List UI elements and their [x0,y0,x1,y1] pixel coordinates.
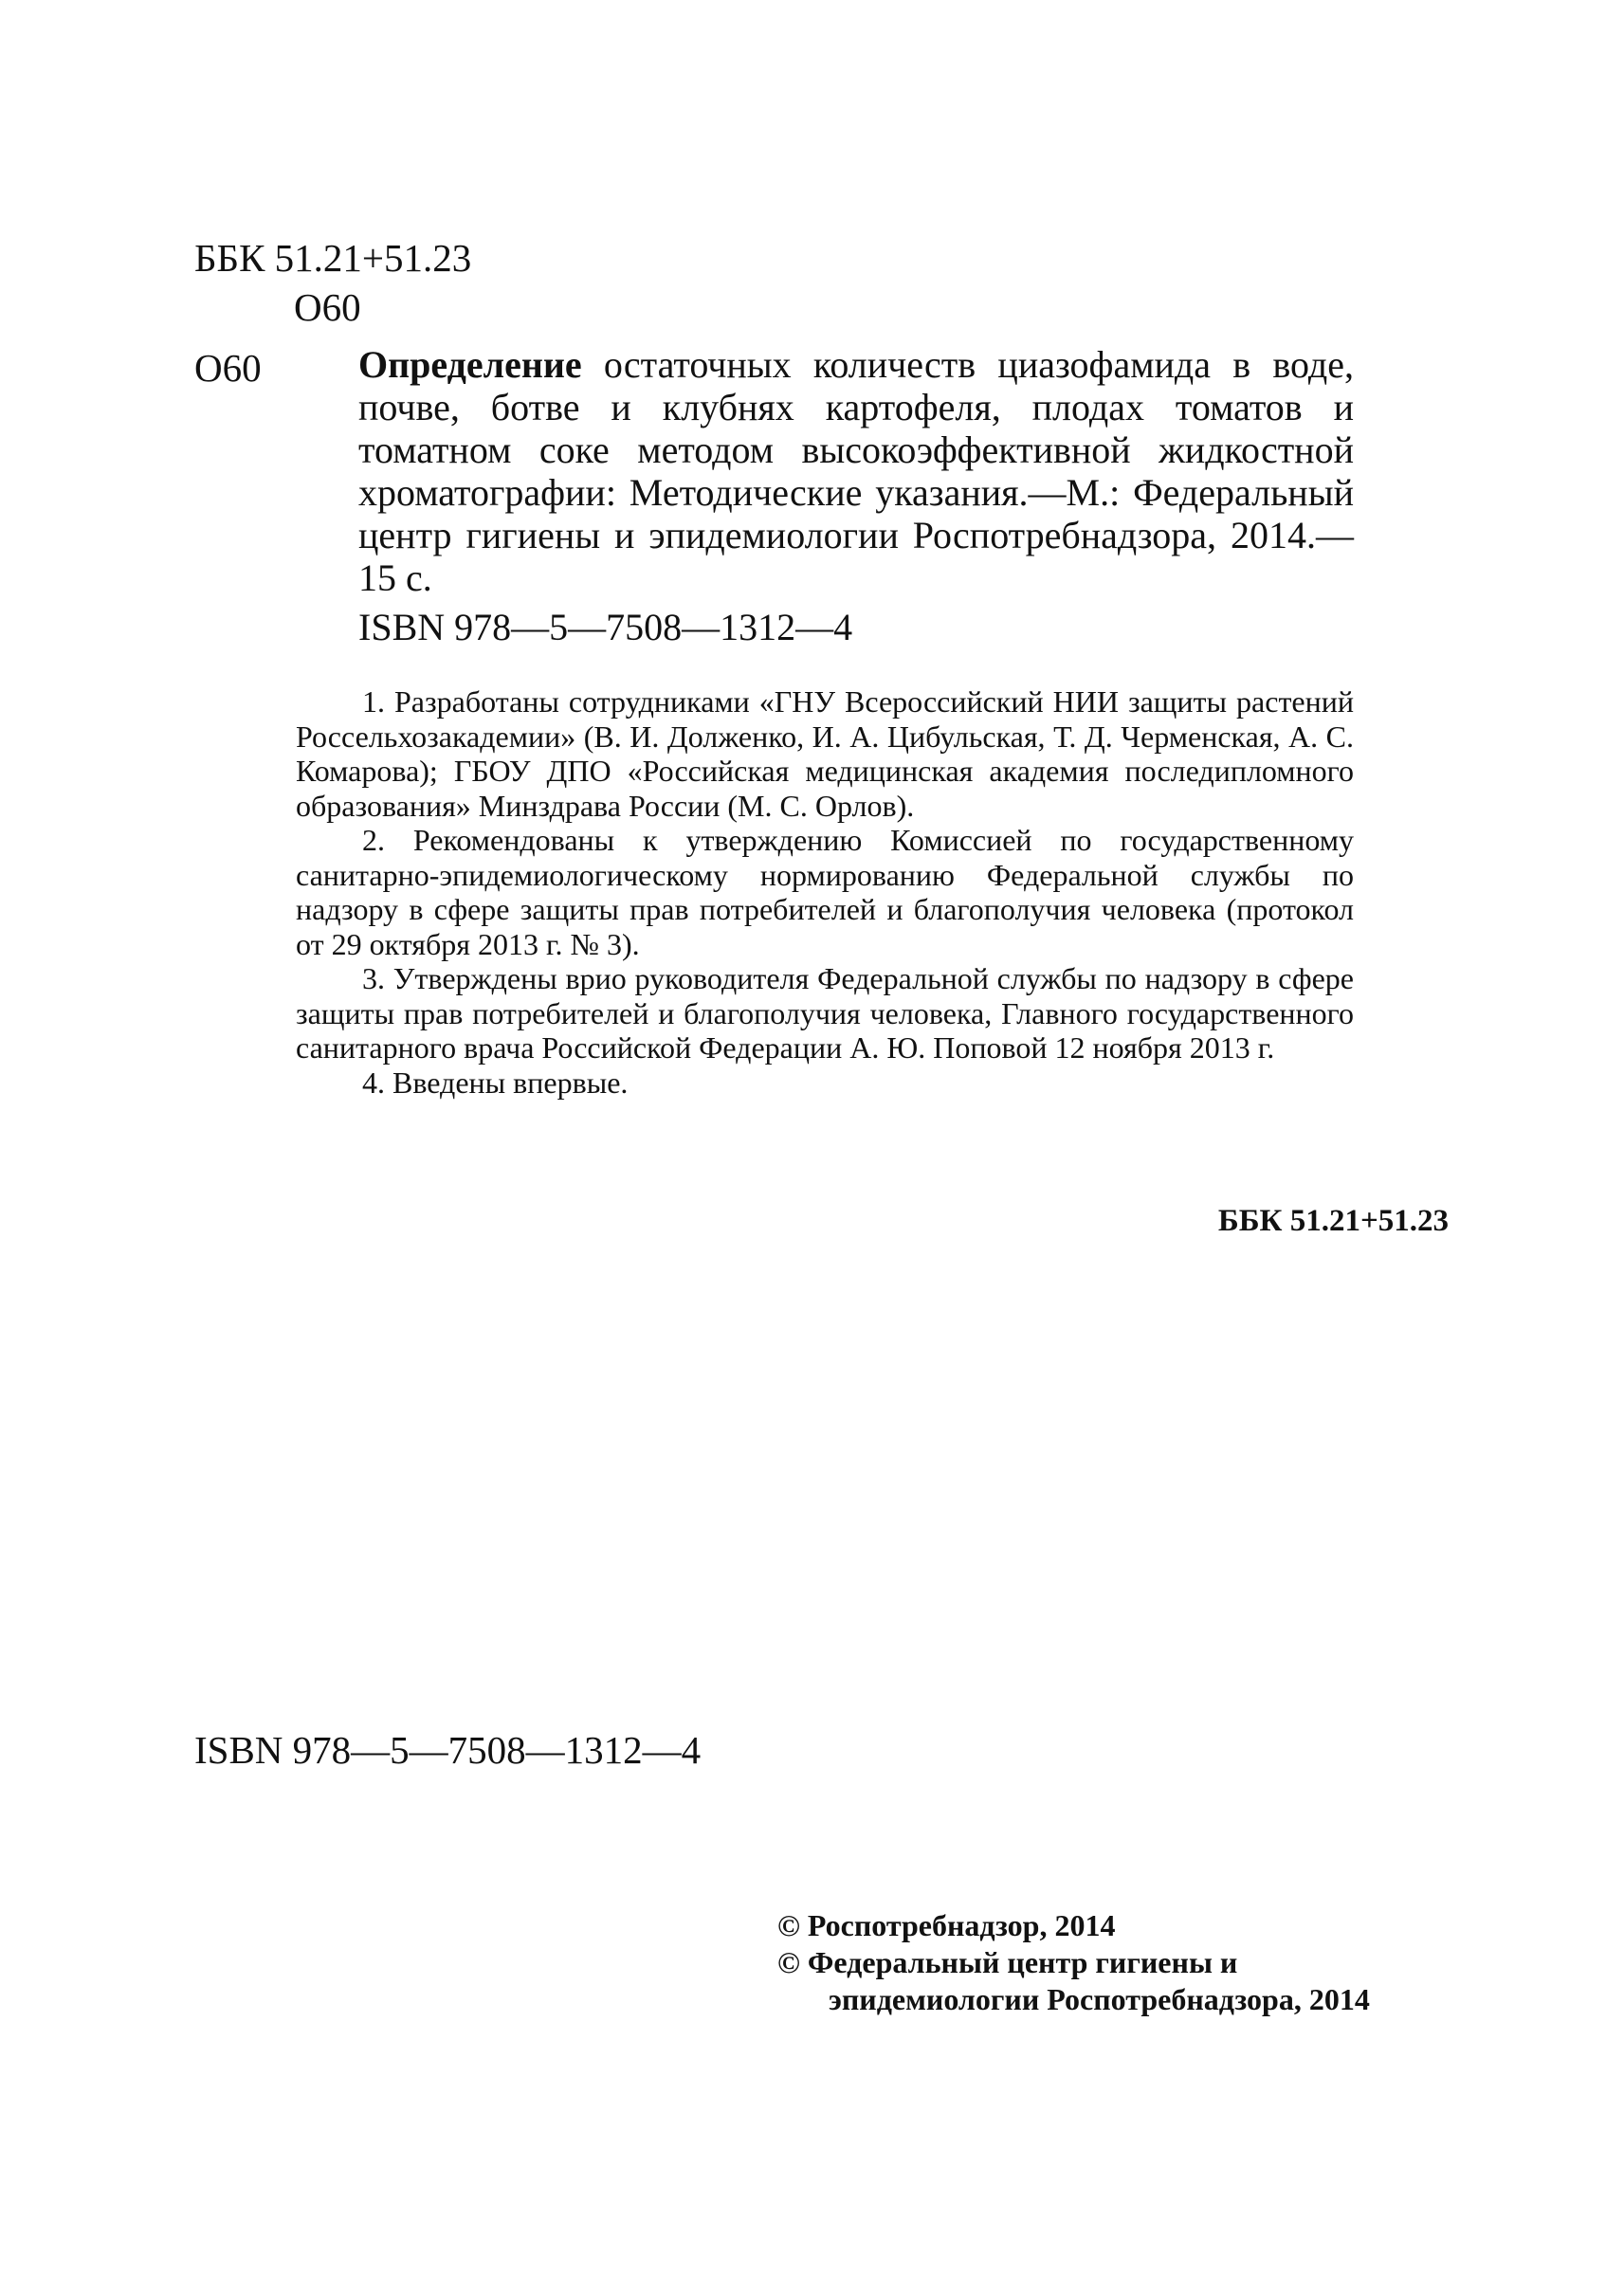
annotation-author-mark: О60 [194,346,262,390]
isbn-main: ISBN 978—5—7508—1312—4 [358,606,853,648]
bibliographic-annotation [358,343,1354,599]
copyright-line: эпидемиологии Роспотребнадзора, 2014 [829,1982,1370,2016]
bbk-classification: ББК 51.21+51.23 [194,236,472,280]
copyright-line: © Федеральный центр гигиены и [777,1945,1238,1979]
note-item: 1. Разработаны сотрудниками «ГНУ Всероссийский НИИ защиты растений Россельхозакадемии» (В. И. Долженко, И. А. Цибульская, Т. Д. Черменская, А. С. Комарова); ГБОУ ДПО «Российская медицинская академия последипломного образования» Минздрава России (М. С. Орлов). [296,684,1354,823]
copyright-block [777,1907,1370,2018]
note-item: 4. Введены впервые. [362,1065,629,1100]
note-item: 2. Рекомендованы к утверждению Комиссией по государственному санитарно-эпидемиологическому нормированию Федеральной службы по надзору в сфере защиты прав потребителей и благополучия человека (протокол от 29 октября 2013 г. № 3). [296,823,1354,961]
note-item: 3. Утверждены врио руководителя Федеральной службы по надзору в сфере защиты прав потребителей и благополучия человека, Главного государственного санитарного врача Российской Федерации А. Ю. Поповой 12 ноября 2013 г. [296,961,1354,1065]
bbk-classification-bottom: ББК 51.21+51.23 [1217,1204,1449,1238]
copyright-line: © Роспотребнадзор, 2014 [777,1908,1116,1942]
author-index: О60 [294,285,361,329]
annotation-title-bold: Определение [358,343,582,386]
annotation-title-rest: остаточных количеств циазофамида в воде, почве, ботве и клубнях картофеля, плодах томатов и томатном соке методом высокоэффективной жидкостной хроматографии: Методические указания.—М.: Федеральный центр гигиены и эпидемиологии Роспотребнадзора, 2014.—15 с. [358,343,1354,599]
isbn-bottom: ISBN 978—5—7508—1312—4 [194,1728,702,1772]
publication-notes [296,684,1354,1100]
